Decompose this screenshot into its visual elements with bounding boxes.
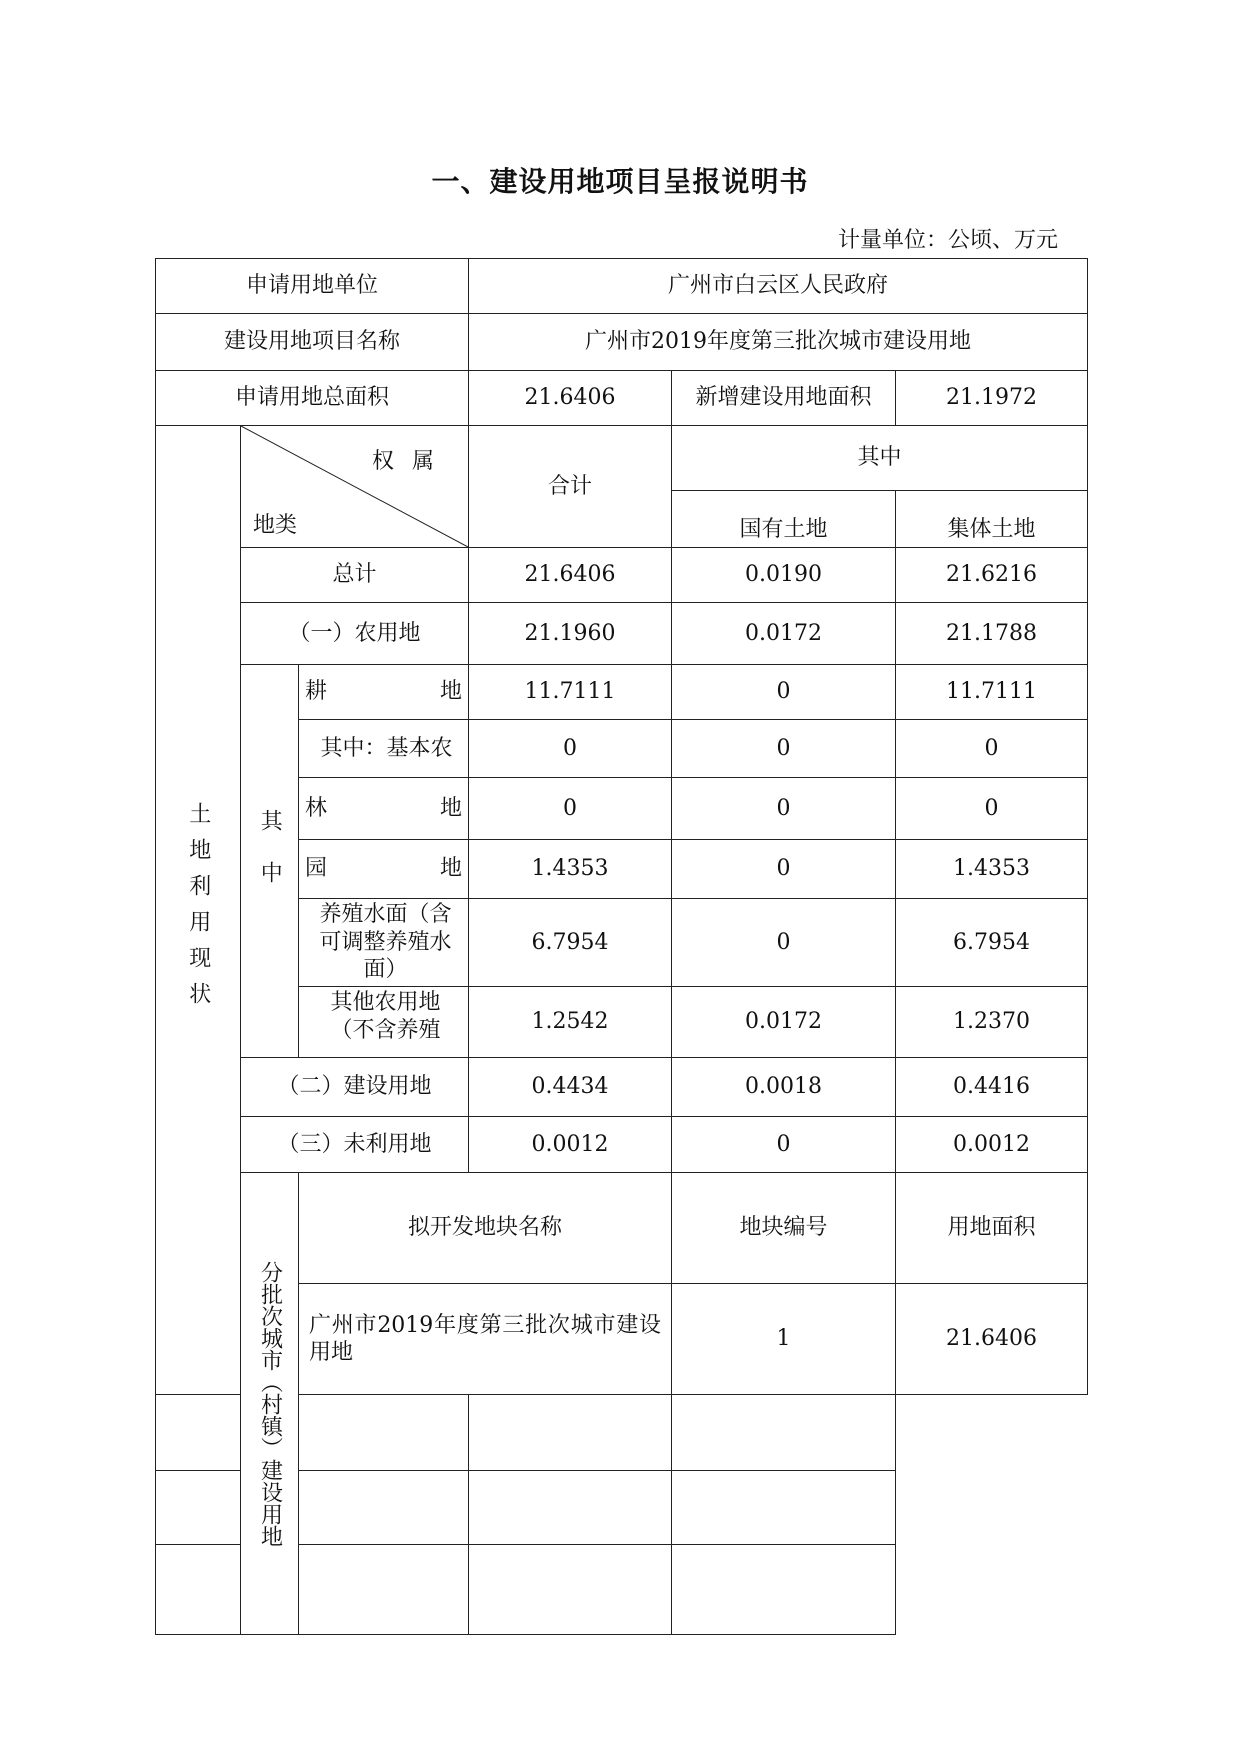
row-arable-sum: 11.7111 bbox=[469, 665, 672, 720]
col-collective-header: 集体土地 bbox=[896, 491, 1088, 548]
row-basic-farm-label: 其中：基本农 bbox=[299, 720, 469, 778]
new-construction-area-label: 新增建设用地面积 bbox=[672, 371, 896, 426]
row-agri-sum: 21.1960 bbox=[469, 603, 672, 665]
row-arable-collective: 11.7111 bbox=[896, 665, 1088, 720]
row-agri-collective: 21.1788 bbox=[896, 603, 1088, 665]
row-forest-sum: 0 bbox=[469, 778, 672, 840]
col-among-header: 其中 bbox=[672, 426, 1088, 491]
empty-cell bbox=[299, 1471, 469, 1545]
applicant-value: 广州市白云区人民政府 bbox=[469, 259, 1088, 314]
row-agri-label: （一）农用地 bbox=[241, 603, 469, 665]
row-arable-state: 0 bbox=[672, 665, 896, 720]
row-agri-state: 0.0172 bbox=[672, 603, 896, 665]
empty-cell bbox=[469, 1471, 672, 1545]
row-other-agri-sum: 1.2542 bbox=[469, 987, 672, 1058]
plot-name: 广州市2019年度第三批次城市建设用地 bbox=[299, 1284, 672, 1395]
row-total-collective: 21.6216 bbox=[896, 548, 1088, 603]
row-aquaculture-state: 0 bbox=[672, 899, 896, 987]
plots-col-name: 拟开发地块名称 bbox=[299, 1173, 672, 1284]
empty-cell bbox=[299, 1545, 469, 1635]
row-total-sum: 21.6406 bbox=[469, 548, 672, 603]
applicant-label: 申请用地单位 bbox=[156, 259, 469, 314]
plots-col-area: 用地面积 bbox=[896, 1173, 1088, 1284]
row-unused bbox=[156, 1117, 1088, 1173]
row-basic-farm-state: 0 bbox=[672, 720, 896, 778]
empty-cell bbox=[469, 1395, 672, 1471]
row-unused-sum: 0.0012 bbox=[469, 1117, 672, 1173]
col-total-header: 合计 bbox=[469, 426, 672, 548]
row-unused-label: （三）未利用地 bbox=[241, 1117, 469, 1173]
row-other-agri-label-cell bbox=[299, 987, 469, 1058]
row-forest-collective: 0 bbox=[896, 778, 1088, 840]
project-name-row bbox=[156, 314, 1088, 371]
area-row bbox=[156, 371, 1088, 426]
empty-cell bbox=[672, 1395, 896, 1471]
agri-among-label: 其中 bbox=[241, 665, 299, 1058]
row-agri bbox=[156, 603, 1088, 665]
row-basic-farm-sum: 0 bbox=[469, 720, 672, 778]
empty-cell bbox=[672, 1471, 896, 1545]
plot-empty-row bbox=[156, 1545, 1088, 1635]
row-construction bbox=[156, 1058, 1088, 1117]
plots-section-label: 分批次城市（村镇）建设用地 bbox=[241, 1173, 299, 1635]
project-name-label: 建设用地项目名称 bbox=[156, 314, 469, 371]
project-table bbox=[155, 258, 1088, 1635]
row-total-label: 总计 bbox=[241, 548, 469, 603]
measurement-unit: 计量单位：公顷、万元 bbox=[837, 228, 1058, 253]
plot-empty-row bbox=[156, 1395, 1088, 1471]
ownership-category-diagonal-header bbox=[241, 426, 469, 548]
row-aquaculture-collective: 6.7954 bbox=[896, 899, 1088, 987]
row-aquaculture-label-cell bbox=[299, 899, 469, 987]
row-garden-sum: 1.4353 bbox=[469, 840, 672, 899]
page-title: 一、建设用地项目呈报说明书 bbox=[431, 165, 809, 198]
row-garden-label: 园地 bbox=[299, 840, 469, 899]
ownership-header: 权属 bbox=[372, 449, 453, 474]
empty-cell bbox=[672, 1545, 896, 1635]
row-garden-collective: 1.4353 bbox=[896, 840, 1088, 899]
row-construction-sum: 0.4434 bbox=[469, 1058, 672, 1117]
row-aquaculture-label: 养殖水面（含可调整养殖水面） bbox=[319, 902, 452, 981]
new-construction-area-value: 21.1972 bbox=[896, 371, 1088, 426]
plot-number: 1 bbox=[672, 1284, 896, 1395]
total-area-label: 申请用地总面积 bbox=[156, 371, 469, 426]
land-use-section-label: 土地利用现状 bbox=[156, 426, 241, 1395]
row-basic-farm-collective: 0 bbox=[896, 720, 1088, 778]
project-name-value: 广州市2019年度第三批次城市建设用地 bbox=[469, 314, 1088, 371]
row-forest-label: 林地 bbox=[299, 778, 469, 840]
total-area-value: 21.6406 bbox=[469, 371, 672, 426]
land-use-header-row bbox=[156, 426, 1088, 491]
plot-empty-row bbox=[156, 1471, 1088, 1545]
plots-header-row bbox=[156, 1173, 1088, 1284]
row-arable-label: 耕地 bbox=[299, 665, 469, 720]
row-arable bbox=[156, 665, 1088, 720]
category-header: 地类 bbox=[253, 512, 298, 538]
row-construction-label: （二）建设用地 bbox=[241, 1058, 469, 1117]
row-unused-collective: 0.0012 bbox=[896, 1117, 1088, 1173]
row-construction-state: 0.0018 bbox=[672, 1058, 896, 1117]
row-other-agri-collective: 1.2370 bbox=[896, 987, 1088, 1058]
row-other-agri-label: 其他农用地（不含养殖 bbox=[330, 990, 441, 1043]
empty-cell bbox=[299, 1395, 469, 1471]
applicant-row bbox=[156, 259, 1088, 314]
empty-cell bbox=[469, 1545, 672, 1635]
row-total-state: 0.0190 bbox=[672, 548, 896, 603]
row-total bbox=[156, 548, 1088, 603]
row-other-agri-state: 0.0172 bbox=[672, 987, 896, 1058]
row-forest-state: 0 bbox=[672, 778, 896, 840]
empty-cell bbox=[156, 1545, 299, 1635]
row-construction-collective: 0.4416 bbox=[896, 1058, 1088, 1117]
col-state-header: 国有土地 bbox=[672, 491, 896, 548]
plots-col-number: 地块编号 bbox=[672, 1173, 896, 1284]
row-garden-state: 0 bbox=[672, 840, 896, 899]
plot-area: 21.6406 bbox=[896, 1284, 1088, 1395]
row-aquaculture-sum: 6.7954 bbox=[469, 899, 672, 987]
row-unused-state: 0 bbox=[672, 1117, 896, 1173]
